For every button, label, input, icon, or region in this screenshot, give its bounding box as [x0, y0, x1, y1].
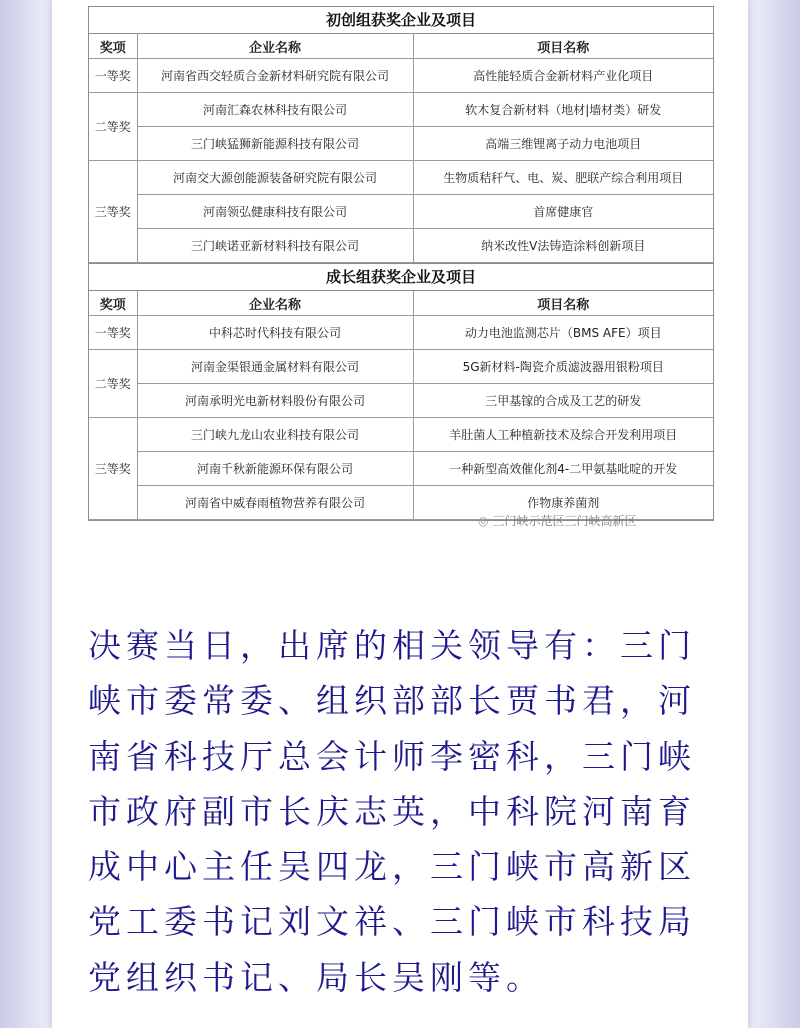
table-row — [89, 384, 713, 418]
company-cell: 三门峡九龙山农业科技有限公司 — [137, 418, 413, 452]
table2-title: 成长组获奖企业及项目 — [89, 263, 713, 291]
project-cell: 羊肚菌人工种植新技术及综合开发利用项目 — [413, 418, 713, 452]
paragraph-line: 市政府副市长庆志英，中科院河南育 — [88, 791, 696, 831]
company-cell: 河南省中威春雨植物营养有限公司 — [137, 486, 413, 520]
project-cell: 高端三维锂离子动力电池项目 — [413, 127, 713, 161]
table-row — [89, 316, 713, 350]
project-cell: 纳米改性V法铸造涂料创新项目 — [413, 229, 713, 263]
awards-sheet — [88, 6, 714, 521]
company-cell: 河南交大源创能源装备研究院有限公司 — [137, 161, 413, 195]
table-row — [89, 418, 713, 452]
project-cell: 一种新型高效催化剂4-二甲氨基吡啶的开发 — [413, 452, 713, 486]
table-row — [89, 350, 713, 384]
project-cell: 软木复合新材料（地材|墙材类）研发 — [413, 93, 713, 127]
paragraph-line: 成中心主任吴四龙，三门峡市高新区 — [88, 847, 696, 887]
project-cell: 生物质秸秆气、电、炭、肥联产综合利用项目 — [413, 161, 713, 195]
company-cell: 河南汇森农林科技有限公司 — [137, 93, 413, 127]
table1-title: 初创组获奖企业及项目 — [89, 7, 713, 34]
table-row — [89, 127, 713, 161]
company-cell: 河南省西交轻质合金新材料研究院有限公司 — [137, 59, 413, 93]
company-cell: 河南金渠银通金属材料有限公司 — [137, 350, 413, 384]
header-company: 企业名称 — [137, 34, 413, 59]
paragraph-line: 党工委书记刘文祥、三门峡市科技局 — [88, 902, 696, 942]
company-cell: 三门峡猛狮新能源科技有限公司 — [137, 127, 413, 161]
table2-header-row — [89, 291, 713, 316]
project-cell: 首席健康官 — [413, 195, 713, 229]
project-cell: 5G新材料-陶瓷介质滤波器用银粉项目 — [413, 350, 713, 384]
award-cell: 三等奖 — [89, 161, 137, 263]
watermark — [478, 512, 637, 529]
company-cell: 中科芯时代科技有限公司 — [137, 316, 413, 350]
header-project: 项目名称 — [413, 34, 713, 59]
header-project: 项目名称 — [413, 291, 713, 316]
table-row — [89, 195, 713, 229]
table-row — [89, 229, 713, 263]
project-cell: 作物康养菌剂 — [413, 486, 713, 520]
paragraph-line: 峡市委常委、组织部部长贾书君，河 — [88, 681, 696, 721]
paragraph-line: 决赛当日，出席的相关领导有：三门 — [88, 626, 696, 665]
award-cell: 三等奖 — [89, 418, 137, 520]
award-cell: 二等奖 — [89, 350, 137, 418]
table-row — [89, 161, 713, 195]
wechat-icon: ◎ — [478, 514, 489, 528]
table1 — [89, 34, 713, 263]
project-cell: 高性能轻质合金新材料产业化项目 — [413, 59, 713, 93]
header-award: 奖项 — [89, 291, 137, 316]
table-row — [89, 452, 713, 486]
company-cell: 河南承明光电新材料股份有限公司 — [137, 384, 413, 418]
company-cell: 三门峡诺亚新材料科技有限公司 — [137, 229, 413, 263]
watermark-text: 三门峡示范区三门峡高新区 — [492, 514, 637, 528]
article-paragraph — [88, 618, 718, 1005]
table-row — [89, 59, 713, 93]
header-company: 企业名称 — [137, 291, 413, 316]
table-row — [89, 93, 713, 127]
header-award: 奖项 — [89, 34, 137, 59]
award-cell: 二等奖 — [89, 93, 137, 161]
project-cell: 三甲基镓的合成及工艺的研发 — [413, 384, 713, 418]
paragraph-line: 南省科技厅总会计师李密科，三门峡 — [88, 736, 696, 776]
paragraph-line: 党组织书记、局长吴刚等。 — [88, 957, 544, 997]
award-cell: 一等奖 — [89, 59, 137, 93]
company-cell: 河南领弘健康科技有限公司 — [137, 195, 413, 229]
project-cell: 动力电池监测芯片（BMS AFE）项目 — [413, 316, 713, 350]
table2 — [89, 291, 713, 520]
award-cell: 一等奖 — [89, 316, 137, 350]
company-cell: 河南千秋新能源环保有限公司 — [137, 452, 413, 486]
table1-header-row — [89, 34, 713, 59]
